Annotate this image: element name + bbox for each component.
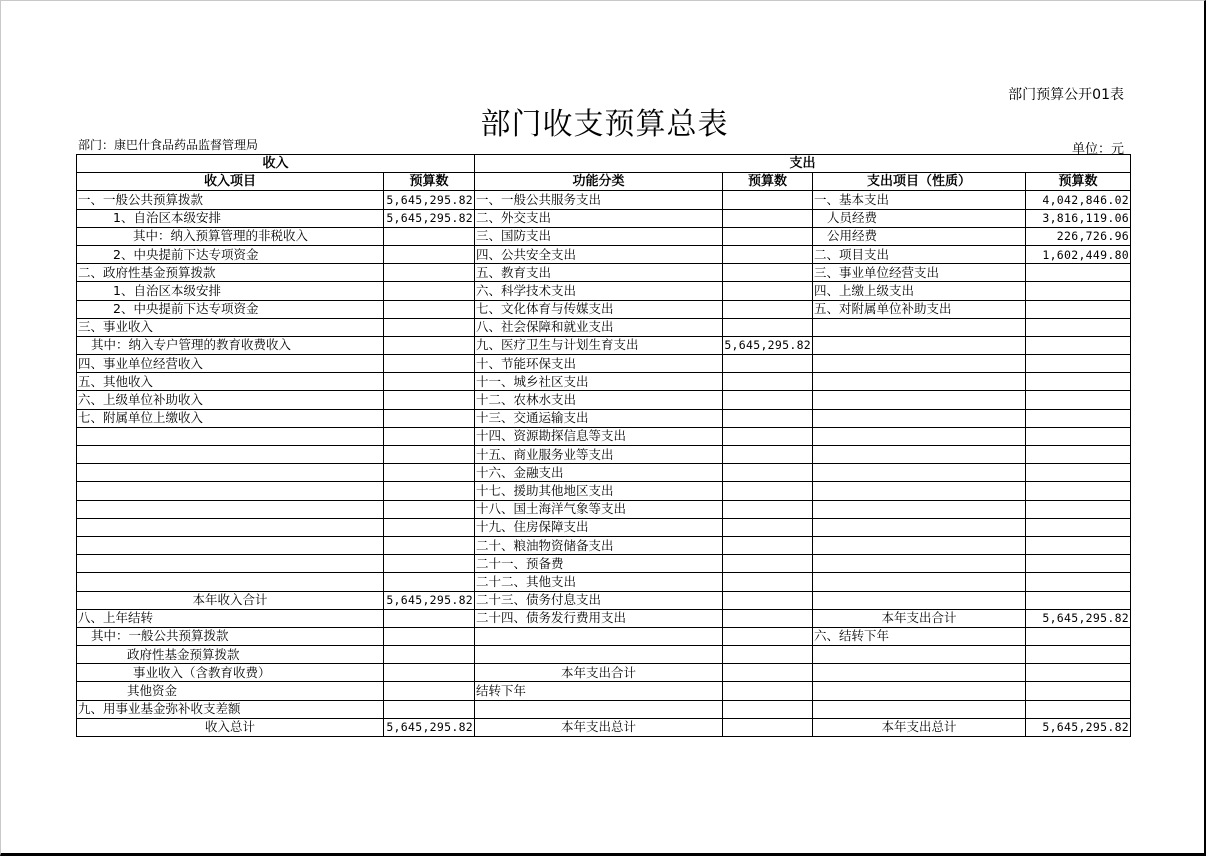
function-budget-cell (723, 573, 813, 591)
income-budget-cell (384, 700, 475, 718)
expense-budget-cell: 4,042,846.02 (1026, 191, 1131, 209)
income-item-cell (77, 482, 384, 500)
income-budget-cell (384, 609, 475, 627)
expense-budget-cell (1026, 500, 1131, 518)
income-budget-cell: 5,645,295.82 (384, 591, 475, 609)
income-item-cell (77, 536, 384, 554)
income-budget-cell (384, 336, 475, 354)
expense-item-cell (813, 409, 1026, 427)
function-budget-cell (723, 373, 813, 391)
income-budget-cell (384, 536, 475, 554)
function-budget-cell (723, 682, 813, 700)
function-budget-cell (723, 555, 813, 573)
expense-item-cell (813, 646, 1026, 664)
income-item-cell: 1、自治区本级安排 (77, 209, 384, 227)
table-row (77, 391, 1131, 409)
function-budget-cell (723, 627, 813, 645)
income-item-cell: 2、中央提前下达专项资金 (77, 300, 384, 318)
function-class-cell: 十七、援助其他地区支出 (475, 482, 723, 500)
function-budget-cell (723, 646, 813, 664)
table-row (77, 282, 1131, 300)
income-budget-cell: 5,645,295.82 (384, 209, 475, 227)
table-row (77, 591, 1131, 609)
expense-item-cell: 六、结转下年 (813, 627, 1026, 645)
table-row (77, 300, 1131, 318)
table-row (77, 500, 1131, 518)
table-row (77, 646, 1131, 664)
unit-label: 单位：元 (1071, 142, 1124, 157)
function-budget-cell (723, 427, 813, 445)
expense-budget-cell (1026, 446, 1131, 464)
function-class-cell: 二十、粮油物资储备支出 (475, 536, 723, 554)
table-row (77, 573, 1131, 591)
income-budget-cell (384, 446, 475, 464)
expense-item-cell (813, 464, 1026, 482)
table-row (77, 609, 1131, 627)
function-budget-cell (723, 318, 813, 336)
table-row (77, 373, 1131, 391)
table-row (77, 264, 1131, 282)
expense-budget-cell (1026, 591, 1131, 609)
function-class-cell: 十三、交通运输支出 (475, 409, 723, 427)
expense-budget-cell (1026, 682, 1131, 700)
function-budget-cell (723, 518, 813, 536)
function-budget-cell (723, 409, 813, 427)
function-class-cell: 五、教育支出 (475, 264, 723, 282)
expense-budget-cell (1026, 646, 1131, 664)
income-item-cell: 九、用事业基金弥补收支差额 (77, 700, 384, 718)
function-class-cell: 二十一、预备费 (475, 555, 723, 573)
function-budget-cell (723, 591, 813, 609)
expense-budget-cell (1026, 336, 1131, 354)
function-class-cell: 二十三、债务付息支出 (475, 591, 723, 609)
income-item-cell: 事业收入（含教育收费） (77, 664, 384, 682)
expense-item-cell: 五、对附属单位补助支出 (813, 300, 1026, 318)
expense-item-cell: 人员经费 (813, 209, 1026, 227)
header-row-group (77, 155, 1131, 173)
income-budget-cell (384, 282, 475, 300)
expense-item-cell (813, 682, 1026, 700)
function-class-cell: 四、公共安全支出 (475, 245, 723, 263)
income-budget-cell (384, 318, 475, 336)
function-budget-cell (723, 500, 813, 518)
expense-budget-cell: 226,726.96 (1026, 227, 1131, 245)
function-budget-cell (723, 245, 813, 263)
function-class-cell: 二十四、债务发行费用支出 (475, 609, 723, 627)
income-budget-cell (384, 391, 475, 409)
function-budget-cell (723, 700, 813, 718)
income-budget-cell (384, 627, 475, 645)
table-row (77, 664, 1131, 682)
income-budget-header: 预算数 (384, 173, 475, 191)
table-row (77, 209, 1131, 227)
function-class-cell: 三、国防支出 (475, 227, 723, 245)
income-item-cell: 其他资金 (77, 682, 384, 700)
function-budget-cell (723, 191, 813, 209)
income-budget-cell (384, 227, 475, 245)
income-item-cell: 八、上年结转 (77, 609, 384, 627)
expense-item-cell (813, 482, 1026, 500)
income-item-cell (77, 518, 384, 536)
income-item-cell: 本年收入合计 (77, 591, 384, 609)
function-class-cell: 十九、住房保障支出 (475, 518, 723, 536)
income-budget-cell (384, 245, 475, 263)
function-budget-cell (723, 355, 813, 373)
function-budget-cell: 5,645,295.82 (723, 336, 813, 354)
function-class-cell: 二、外交支出 (475, 209, 723, 227)
table-row (77, 191, 1131, 209)
function-budget-cell (723, 227, 813, 245)
function-budget-cell (723, 609, 813, 627)
table-row (77, 409, 1131, 427)
table-row (77, 446, 1131, 464)
expense-item-cell (813, 318, 1026, 336)
income-item-cell: 三、事业收入 (77, 318, 384, 336)
income-item-header: 收入项目 (77, 173, 384, 191)
function-class-cell: 本年支出总计 (475, 718, 723, 736)
income-item-cell (77, 427, 384, 445)
income-item-cell: 政府性基金预算拨款 (77, 646, 384, 664)
form-code: 部门预算公开01表 (1008, 87, 1124, 103)
expense-budget-cell (1026, 355, 1131, 373)
expense-item-cell (813, 555, 1026, 573)
income-item-cell (77, 573, 384, 591)
expense-item-cell (813, 373, 1026, 391)
income-budget-cell (384, 664, 475, 682)
expense-budget-cell: 1,602,449.80 (1026, 245, 1131, 263)
function-class-cell (475, 700, 723, 718)
income-budget-cell (384, 373, 475, 391)
function-class-cell: 十一、城乡社区支出 (475, 373, 723, 391)
expense-item-cell (813, 391, 1026, 409)
income-header: 收入 (77, 155, 475, 173)
expense-budget-cell (1026, 282, 1131, 300)
function-class-header: 功能分类 (475, 173, 723, 191)
function-budget-header: 预算数 (723, 173, 813, 191)
income-budget-cell (384, 300, 475, 318)
table-row (77, 555, 1131, 573)
expense-item-cell (813, 355, 1026, 373)
expense-budget-cell (1026, 482, 1131, 500)
income-budget-cell (384, 555, 475, 573)
expense-item-cell (813, 591, 1026, 609)
expense-budget-cell (1026, 664, 1131, 682)
income-item-cell: 收入总计 (77, 718, 384, 736)
function-budget-cell (723, 536, 813, 554)
income-budget-cell (384, 427, 475, 445)
function-class-cell: 十二、农林水支出 (475, 391, 723, 409)
expense-item-cell (813, 536, 1026, 554)
expense-item-cell: 公用经费 (813, 227, 1026, 245)
expense-item-cell (813, 427, 1026, 445)
expense-item-cell: 二、项目支出 (813, 245, 1026, 263)
income-budget-cell (384, 500, 475, 518)
table-row (77, 518, 1131, 536)
expense-budget-cell (1026, 264, 1131, 282)
expense-budget-cell (1026, 555, 1131, 573)
income-item-cell: 其中：纳入专户管理的教育收费收入 (77, 336, 384, 354)
function-class-cell: 十八、国土海洋气象等支出 (475, 500, 723, 518)
function-class-cell: 七、文化体育与传媒支出 (475, 300, 723, 318)
expense-budget-cell (1026, 300, 1131, 318)
function-budget-cell (723, 464, 813, 482)
expense-header: 支出 (475, 155, 1131, 173)
expense-item-cell (813, 500, 1026, 518)
table-row (77, 318, 1131, 336)
function-class-cell: 结转下年 (475, 682, 723, 700)
function-class-cell: 九、医疗卫生与计划生育支出 (475, 336, 723, 354)
expense-budget-cell: 5,645,295.82 (1026, 609, 1131, 627)
function-budget-cell (723, 664, 813, 682)
function-class-cell: 八、社会保障和就业支出 (475, 318, 723, 336)
function-class-cell (475, 627, 723, 645)
income-item-cell: 其中：纳入预算管理的非税收入 (77, 227, 384, 245)
income-budget-cell (384, 518, 475, 536)
table-row (77, 682, 1131, 700)
expense-budget-cell (1026, 700, 1131, 718)
department-label: 部门：康巴什食品药品监督管理局 (78, 138, 259, 152)
income-item-cell: 二、政府性基金预算拨款 (77, 264, 384, 282)
income-item-cell: 四、事业单位经营收入 (77, 355, 384, 373)
function-budget-cell (723, 300, 813, 318)
expense-item-cell: 本年支出合计 (813, 609, 1026, 627)
function-budget-cell (723, 282, 813, 300)
expense-item-cell (813, 518, 1026, 536)
expense-item-cell: 本年支出总计 (813, 718, 1026, 736)
table-row (77, 700, 1131, 718)
function-class-cell: 十六、金融支出 (475, 464, 723, 482)
function-class-cell: 十五、商业服务业等支出 (475, 446, 723, 464)
expense-budget-cell (1026, 573, 1131, 591)
expense-budget-cell (1026, 427, 1131, 445)
expense-budget-cell (1026, 373, 1131, 391)
expense-budget-cell (1026, 391, 1131, 409)
function-class-cell: 十、节能环保支出 (475, 355, 723, 373)
function-budget-cell (723, 264, 813, 282)
function-budget-cell (723, 209, 813, 227)
table-row (77, 245, 1131, 263)
income-item-cell (77, 555, 384, 573)
income-item-cell: 五、其他收入 (77, 373, 384, 391)
income-budget-cell (384, 646, 475, 664)
income-item-cell (77, 500, 384, 518)
table-row (77, 336, 1131, 354)
table-row (77, 355, 1131, 373)
expense-budget-cell (1026, 627, 1131, 645)
expense-budget-cell: 5,645,295.82 (1026, 718, 1131, 736)
table-row (77, 482, 1131, 500)
income-item-cell: 1、自治区本级安排 (77, 282, 384, 300)
expense-item-cell: 一、基本支出 (813, 191, 1026, 209)
income-item-cell: 七、附属单位上缴收入 (77, 409, 384, 427)
expense-item-cell: 三、事业单位经营支出 (813, 264, 1026, 282)
expense-item-cell (813, 336, 1026, 354)
income-item-cell: 一、一般公共预算拨款 (77, 191, 384, 209)
table-row (77, 227, 1131, 245)
expense-budget-cell (1026, 464, 1131, 482)
table-row (77, 464, 1131, 482)
header-row-columns (77, 173, 1131, 191)
function-budget-cell (723, 446, 813, 464)
function-budget-cell (723, 391, 813, 409)
expense-item-cell: 四、上缴上级支出 (813, 282, 1026, 300)
expense-budget-cell (1026, 409, 1131, 427)
income-budget-cell (384, 264, 475, 282)
page-title: 部门收支预算总表 (480, 107, 729, 142)
expense-item-header: 支出项目（性质） (813, 173, 1026, 191)
table-row (77, 427, 1131, 445)
function-class-cell: 一、一般公共服务支出 (475, 191, 723, 209)
function-class-cell: 二十二、其他支出 (475, 573, 723, 591)
function-class-cell: 六、科学技术支出 (475, 282, 723, 300)
expense-budget-header: 预算数 (1026, 173, 1131, 191)
income-budget-cell (384, 682, 475, 700)
budget-summary-table (76, 154, 1131, 737)
function-class-cell: 十四、资源勘探信息等支出 (475, 427, 723, 445)
expense-item-cell (813, 664, 1026, 682)
income-item-cell: 六、上级单位补助收入 (77, 391, 384, 409)
income-budget-cell: 5,645,295.82 (384, 718, 475, 736)
function-class-cell (475, 646, 723, 664)
function-class-cell: 本年支出合计 (475, 664, 723, 682)
function-budget-cell (723, 482, 813, 500)
expense-budget-cell: 3,816,119.06 (1026, 209, 1131, 227)
income-budget-cell (384, 573, 475, 591)
income-item-cell: 其中：一般公共预算拨款 (77, 627, 384, 645)
table-row (77, 627, 1131, 645)
function-budget-cell (723, 718, 813, 736)
income-budget-cell: 5,645,295.82 (384, 191, 475, 209)
income-item-cell (77, 464, 384, 482)
income-budget-cell (384, 409, 475, 427)
expense-budget-cell (1026, 318, 1131, 336)
income-budget-cell (384, 464, 475, 482)
expense-budget-cell (1026, 536, 1131, 554)
income-item-cell (77, 446, 384, 464)
income-budget-cell (384, 482, 475, 500)
table-row (77, 536, 1131, 554)
expense-budget-cell (1026, 518, 1131, 536)
expense-item-cell (813, 446, 1026, 464)
income-item-cell: 2、中央提前下达专项资金 (77, 245, 384, 263)
table-row (77, 718, 1131, 736)
expense-item-cell (813, 700, 1026, 718)
income-budget-cell (384, 355, 475, 373)
expense-item-cell (813, 573, 1026, 591)
